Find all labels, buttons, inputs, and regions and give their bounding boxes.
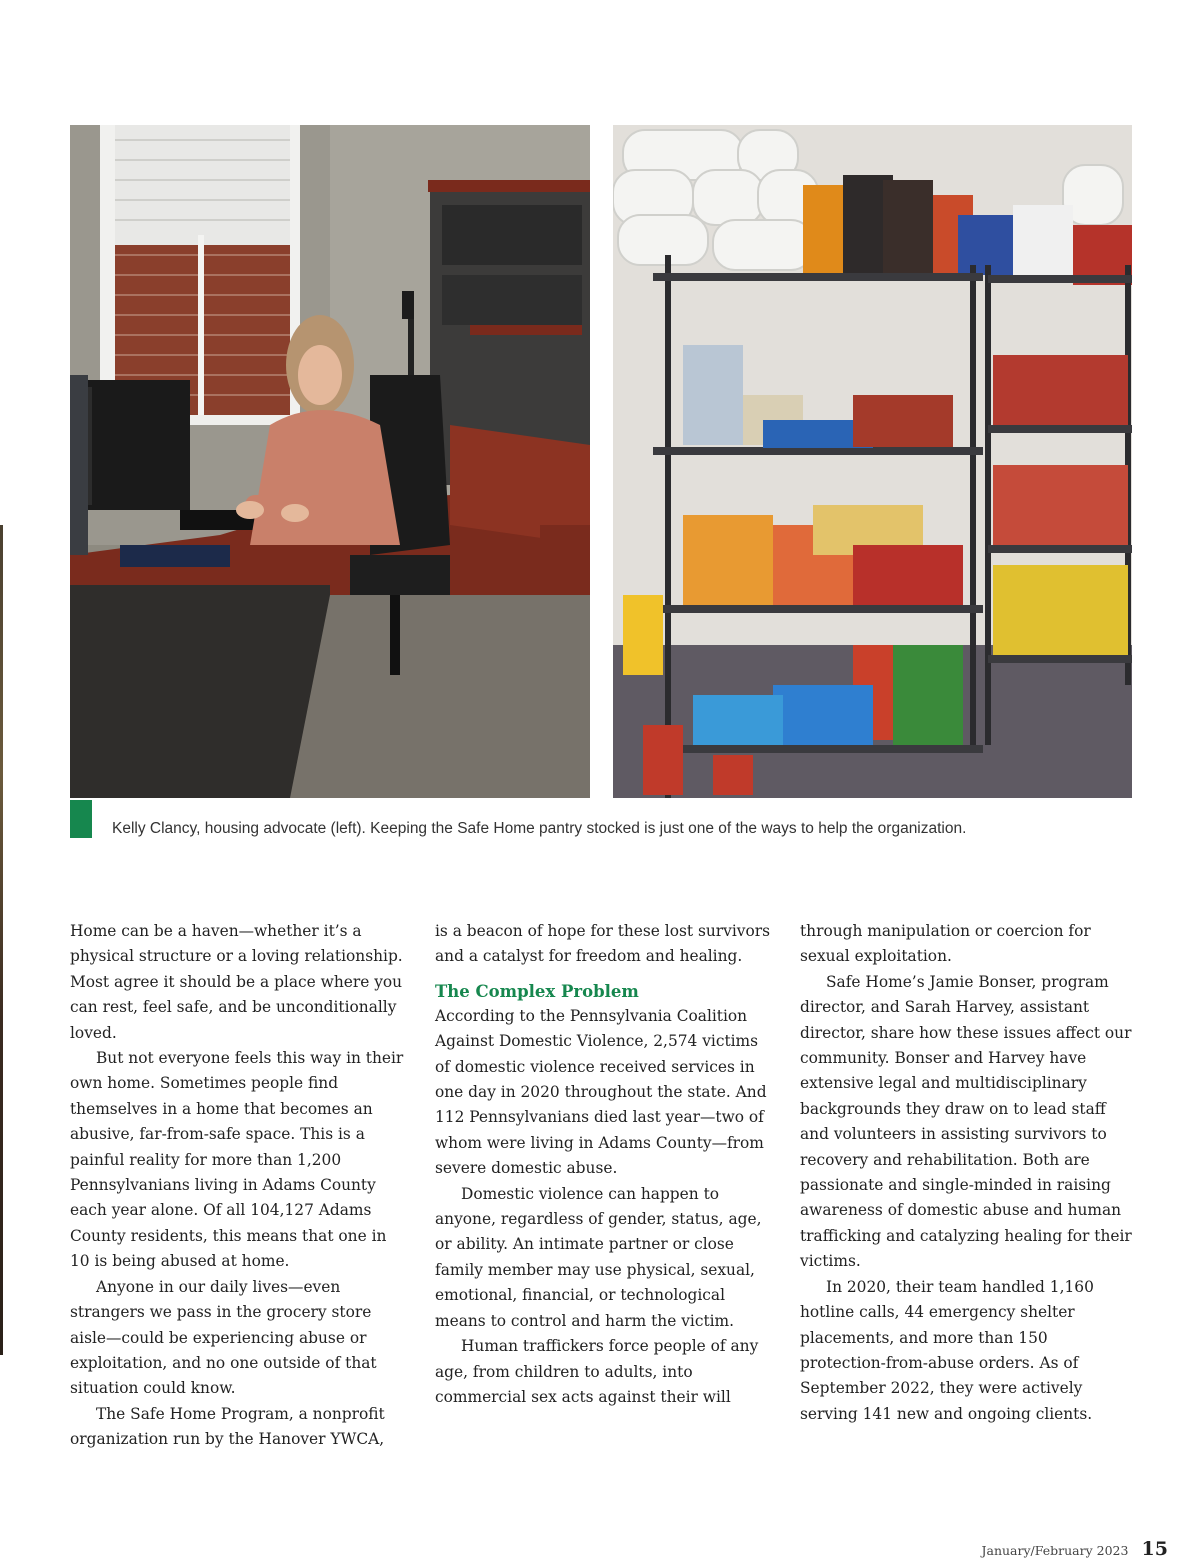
- photo-caption: Kelly Clancy, housing advocate (left). Keeping the Safe Home pantry stocked is just one of the ways to help the organization.: [112, 820, 967, 837]
- paragraph: The Safe Home Program, a nonprofit organization run by the Hanover YWCA,: [70, 1404, 385, 1449]
- paragraph: Anyone in our daily lives—even strangers we pass in the grocery store aisle—could be experiencing abuse or exploitation, and no one outside of that situation could know.: [70, 1277, 377, 1398]
- paragraph: Human traffickers force people of any age, from children to adults, into commercial sex acts against their will: [435, 1337, 759, 1406]
- paragraph: Home can be a haven—whether it’s a physical structure or a loving relationship. Most agree it should be a place where you can rest, feel safe, and be unconditionally loved.: [70, 922, 403, 1042]
- article-column-2: [435, 919, 770, 1410]
- issue-date: January/February 2023: [981, 1543, 1129, 1558]
- article-column-3: [800, 919, 1135, 1427]
- paragraph: In 2020, their team handled 1,160 hotline calls, 44 emergency shelter placements, and more than 150 protection-from-abuse orders. As of September 2022, they were actively serving 141 new and ongoing clients.: [800, 1277, 1094, 1423]
- adjacent-page-edge: [0, 525, 3, 1355]
- paragraph: But not everyone feels this way in their own home. Sometimes people find themselves in a home that becomes an abusive, far-from-safe space. This is a painful reality for more than 1,200 Pennsylvanians living in Adams County each year alone. Of all 104,127 Adams County residents, this means that one in 10 is being abused at home.: [70, 1049, 404, 1271]
- article-column-1: [70, 919, 405, 1453]
- paragraph: According to the Pennsylvania Coalition Against Domestic Violence, 2,574 victims of domestic violence received services in one day in 2020 throughout the state. And 112 Pennsylvanians died last year—two of whom were living in Adams County—from severe domestic abuse.: [435, 1006, 767, 1178]
- page-number: 15: [1141, 1538, 1168, 1560]
- photo-pantry-shelves: [613, 125, 1132, 798]
- section-heading: The Complex Problem: [435, 981, 639, 1001]
- paragraph: Safe Home’s Jamie Bonser, program director, and Sarah Harvey, assistant director, share how these issues affect our community. Bonser and Harvey have extensive legal and multidisciplinary backgrounds they draw on to lead staff and volunteers in assisting survivors to recovery and rehabilitation. Both are passionate and single-minded in raising awareness of domestic abuse and human trafficking and catalyzing healing for their victims.: [800, 972, 1132, 1271]
- paragraph: is a beacon of hope for these lost survivors and a catalyst for freedom and healing.: [435, 922, 770, 966]
- paragraph: Domestic violence can happen to anyone, regardless of gender, status, age, or ability. An intimate partner or close family member may use physical, sexual, emotional, financial, or technological means to control and harm the victim.: [435, 1184, 762, 1330]
- page-footer: [981, 1538, 1168, 1560]
- photo-housing-advocate: [70, 125, 590, 798]
- caption-accent-bar: [70, 800, 92, 838]
- paragraph: through manipulation or coercion for sexual exploitation.: [800, 922, 1091, 966]
